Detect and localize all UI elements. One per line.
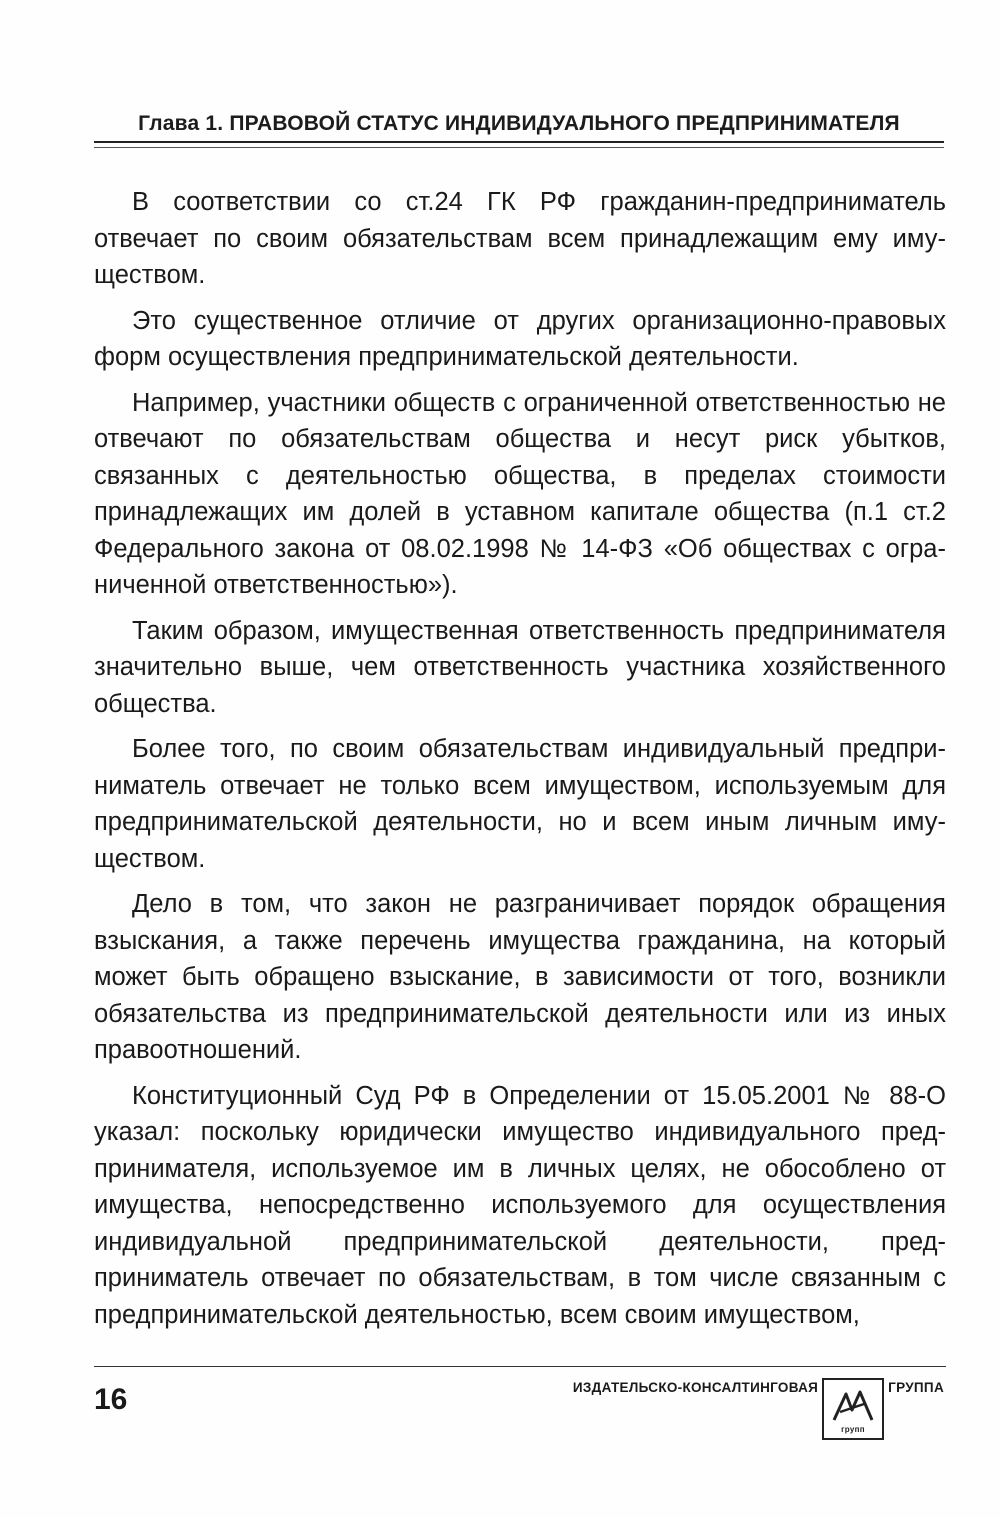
publisher-name-right: ГРУППА: [888, 1380, 944, 1395]
paragraph: Дело в том, что закон не разграничивает порядок обращения взыскания, а также перечень имущества гражданина, на который может быть обращено взыскание, в зависимости от того, возникли обязательства из предпринимательской деятельности или из иных правоотношений.: [94, 890, 946, 1064]
paragraph: Например, участники обществ с ограниченной ответственностью не отвечают по обязательствам общества и несут риск убытков, связанных с деятельностью общества, в пределах стоимости принадлежащих им долей в уставном капитале общества (п.1 ст.2 Федерального закона от 08.02.1998 № 14-ФЗ «Об обществах с ограниченной ответственностью»).: [94, 388, 946, 599]
paragraph: Более того, по своим обязательствам индивидуальный предприниматель отвечает не только всем имуществом, используемым для предпринимательской деятельности, но и всем иным личным имуществом.: [94, 735, 946, 873]
header-rule-thin: [94, 147, 944, 148]
header-rule: [94, 141, 944, 143]
running-title: Глава 1. ПРАВОВОЙ СТАТУС ИНДИВИДУАЛЬНОГО ПРЕДПРИНИМАТЕЛЯ: [138, 112, 900, 135]
page-number: 16: [94, 1383, 128, 1416]
body-text: [94, 184, 946, 1342]
publisher-imprint: [573, 1378, 944, 1440]
paragraph: В соответствии со ст.24 ГК РФ гражданин-предприниматель отвечает по своим обязательствам всем принадлежащим ему имуществом.: [94, 188, 946, 289]
publisher-name-left: ИЗДАТЕЛЬСКО-КОНСАЛТИНГОВАЯ: [572, 1380, 819, 1395]
paragraph: Таким образом, имущественная ответственность предпринимателя значительно выше, чем ответственность участника хозяйственного общества.: [94, 616, 946, 718]
logo-stroke: [834, 1392, 872, 1420]
publisher-logo-icon: [822, 1378, 884, 1440]
logo-subtext: групп: [841, 1425, 866, 1434]
paragraph: Конституционный Суд РФ в Определении от 15.05.2001 № 88-О указал: поскольку юридически имущество индивидуального предпринимателя, используемое им в личных целях, не обособлено от имущества, непосредственно используемого для осуществления индивидуальной предпринимательской деятельности, предприниматель отвечает по обязательствам, в том числе связанным с предпринимательской деятельностью, всем своим имуществом,: [94, 1081, 946, 1329]
paragraph: Это существенное отличие от других организационно-правовых форм осуществления предпринимательской деятельности.: [94, 306, 946, 371]
footer-rule: [94, 1366, 946, 1367]
logo-graphic: [824, 1380, 882, 1438]
